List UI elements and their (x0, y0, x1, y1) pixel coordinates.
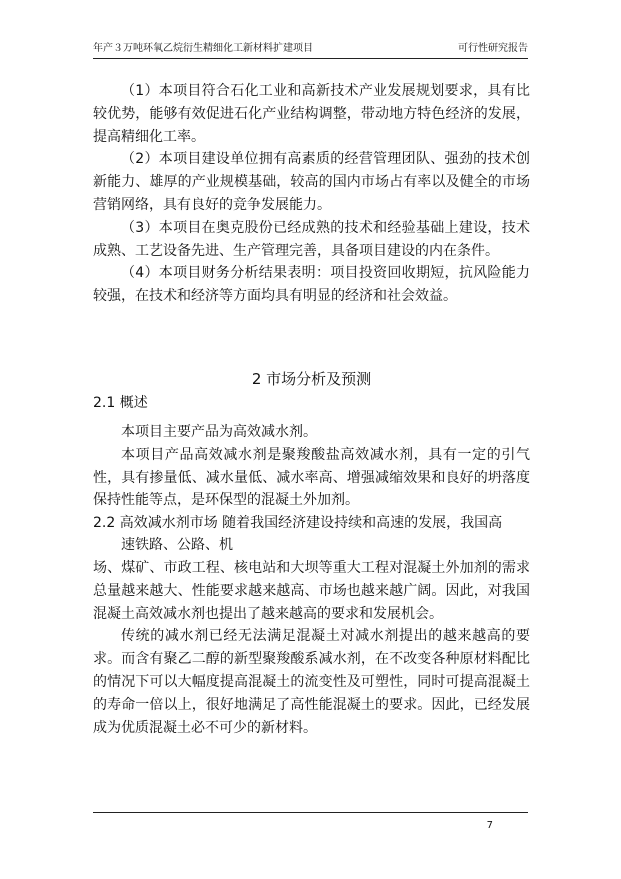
footer-divider (93, 812, 528, 813)
section-2-2-heading-line1: 2.2 高效减水剂市场 随着我国经济建设持续和高速的发展，我国高 (93, 515, 503, 531)
section-2-2-paragraph-2: 传统的减水剂已经无法满足混凝土对减水剂提出的越来越高的要求。而含有聚乙二醇的新型聚羧酸系减水剂，在不改变各种原材料配比的情况下可以大幅度提高混凝土的流变性及可塑性，同时可提高混凝土的寿命一倍以上，很好地满足了高性能混凝土的要求。因此，已经发展成为优质混凝土必不可少的新材料。 (93, 628, 530, 736)
page-number: 7 (486, 820, 493, 831)
header-project-title: 年产３万吨环氧乙烷衍生精细化工新材料扩建项目 (93, 43, 313, 54)
header-report-type: 可行性研究报告 (458, 43, 528, 54)
section-2-1-heading: 2.1 概述 (93, 395, 148, 411)
chapter-title: 2 市场分析及预测 (251, 370, 372, 388)
section-2-2-heading (93, 512, 530, 556)
intro-section (93, 80, 530, 308)
section-2-1-paragraph-1: 本项目主要产品为高效减水剂。 (121, 424, 317, 440)
intro-paragraph-3: （3）本项目在奥克股份已经成熟的技术和经验基础上建设，技术成熟、工艺设备先进、生产管理完善，具备项目建设的内在条件。 (93, 219, 530, 259)
page-header (93, 40, 528, 59)
section-2-2-body (93, 557, 530, 739)
section-2-2-heading-line2: 速铁路、公路、机 (121, 537, 233, 553)
section-2-2-paragraph-1: 场、煤矿、市政工程、核电站和大坝等重大工程对混凝土外加剂的需求总量越来越大、性能要求越来越高、市场也越来越广阔。因此，对我国混凝土高效减水剂也提出了越来越高的要求和发展机会。 (93, 560, 530, 622)
intro-paragraph-4: （4）本项目财务分析结果表明：项目投资回收期短，抗风险能力较强，在技术和经济等方面均具有明显的经济和社会效益。 (93, 265, 530, 305)
intro-paragraph-2: （2）本项目建设单位拥有高素质的经营管理团队、强劲的技术创新能力、雄厚的产业规模基础，较高的国内市场占有率以及健全的市场营销网络，具有良好的竞争发展能力。 (93, 151, 530, 213)
section-2-1-paragraph-2: 本项目产品高效减水剂是聚羧酸盐高效减水剂，具有一定的引气性，具有掺量低、减水量低、减水率高、增强减缩效果和良好的坍落度保持性能等点，是环保型的混凝土外加剂。 (93, 446, 530, 509)
section-2-1-body (93, 421, 530, 512)
intro-paragraph-1: （1）本项目符合石化工业和高新技术产业发展规划要求，具有比较优势，能够有效促进石化产业结构调整，带动地方特色经济的发展，提高精细化工率。 (93, 83, 530, 145)
